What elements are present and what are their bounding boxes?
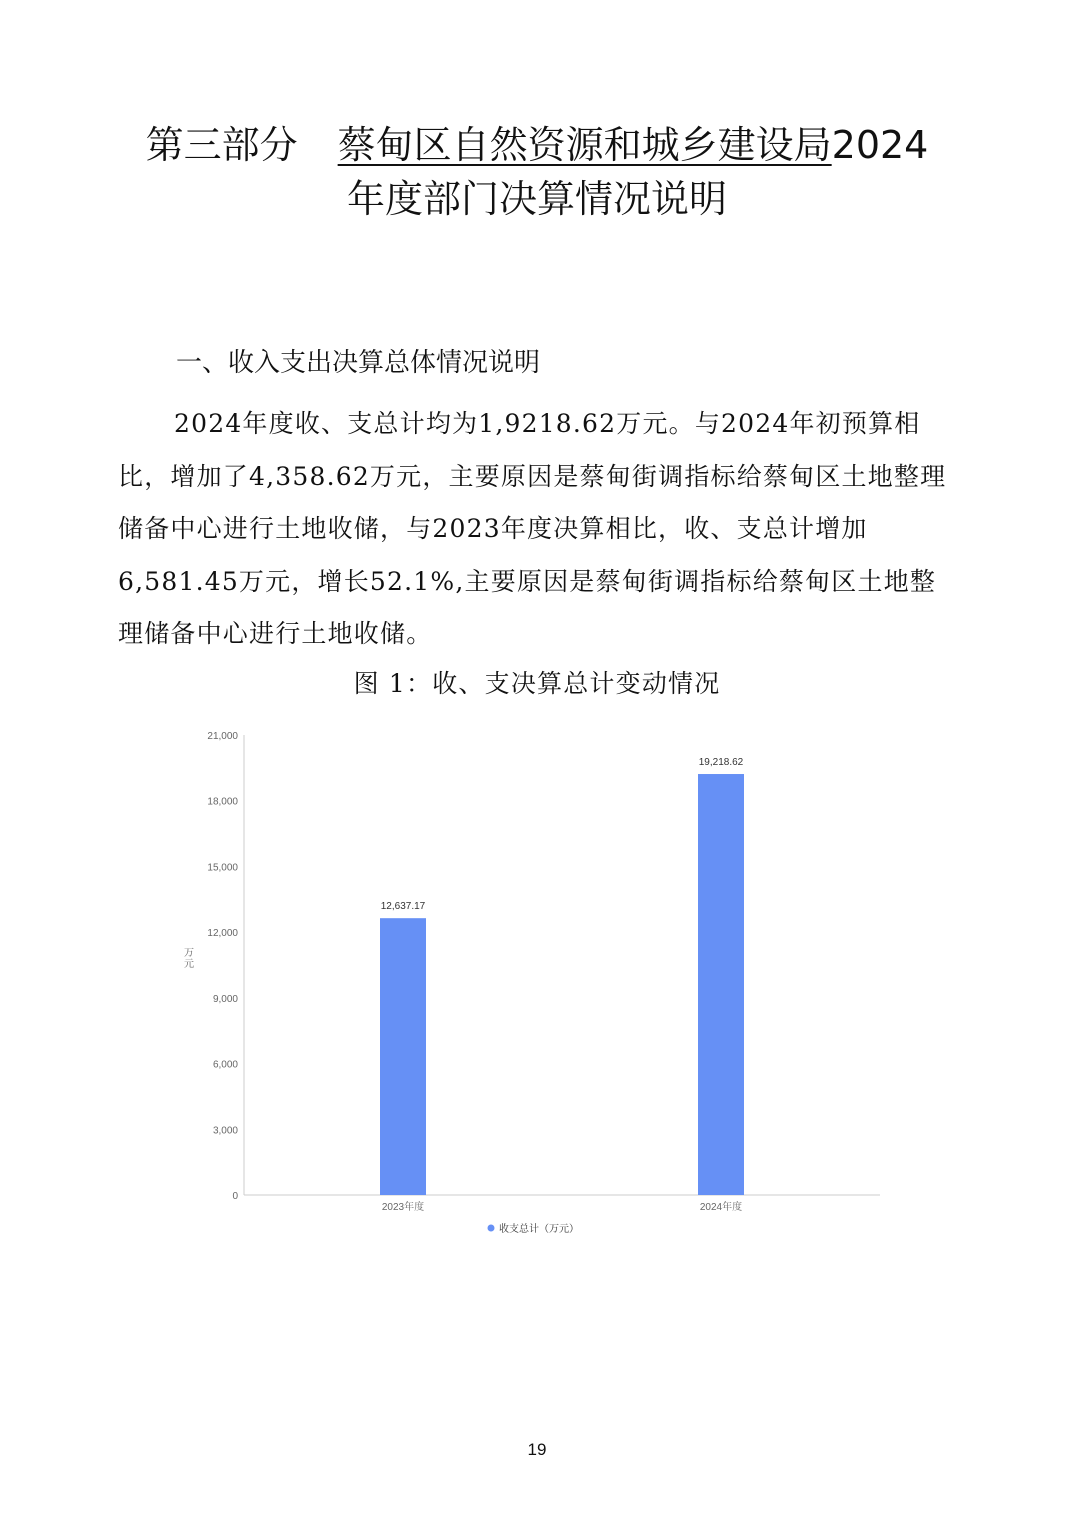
y-tick-label: 18,000 — [207, 796, 238, 808]
title-org: 蔡甸区自然资源和城乡建设局 — [337, 123, 832, 167]
y-tick-label: 21,000 — [207, 731, 238, 742]
y-tick-label: 3,000 — [212, 1125, 238, 1137]
y-tick-label: 6,000 — [212, 1059, 238, 1071]
bar-data-label: 19,218.62 — [698, 757, 744, 769]
bar — [698, 774, 744, 1195]
bar-data-label: 12,637.17 — [380, 901, 426, 913]
page-number: 19 — [527, 1440, 547, 1459]
x-tick-label: 2024年度 — [699, 1202, 743, 1213]
y-tick-label: 0 — [232, 1191, 238, 1202]
x-tick-label: 2023年度 — [381, 1202, 425, 1213]
section-heading: 一、收入支出决算总体情况说明 — [176, 348, 541, 378]
figure-caption: 图 1：收、支决算总计变动情况 — [353, 669, 721, 698]
y-tick-label: 9,000 — [212, 993, 238, 1005]
y-axis-label: 元 — [184, 959, 194, 970]
title-year: 2024 — [831, 123, 929, 167]
title-line-2: 年度部门决算情况说明 — [346, 177, 727, 221]
legend-label: 收支总计（万元） — [499, 1224, 579, 1235]
y-tick-label: 15,000 — [207, 862, 238, 874]
legend-swatch — [488, 1225, 495, 1232]
bar — [380, 918, 426, 1195]
y-axis-label: 万 — [184, 948, 194, 959]
title-part: 第三部分 — [145, 123, 298, 167]
y-tick-label: 12,000 — [207, 928, 238, 940]
body-paragraph: 2024年度收、支总计均为1,9218.62万元。与2024年初预算相比，增加了4,358.62万元，主要原因是蔡甸街调指标给蔡甸区土地整理储备中心进行土地收储，与2023年度决算相比，收、支总计增加6,581.45万元，增长52.1%,主要原因是蔡甸街调指标给蔡甸区土地整理储备中心进行土地收储。 — [118, 409, 947, 648]
